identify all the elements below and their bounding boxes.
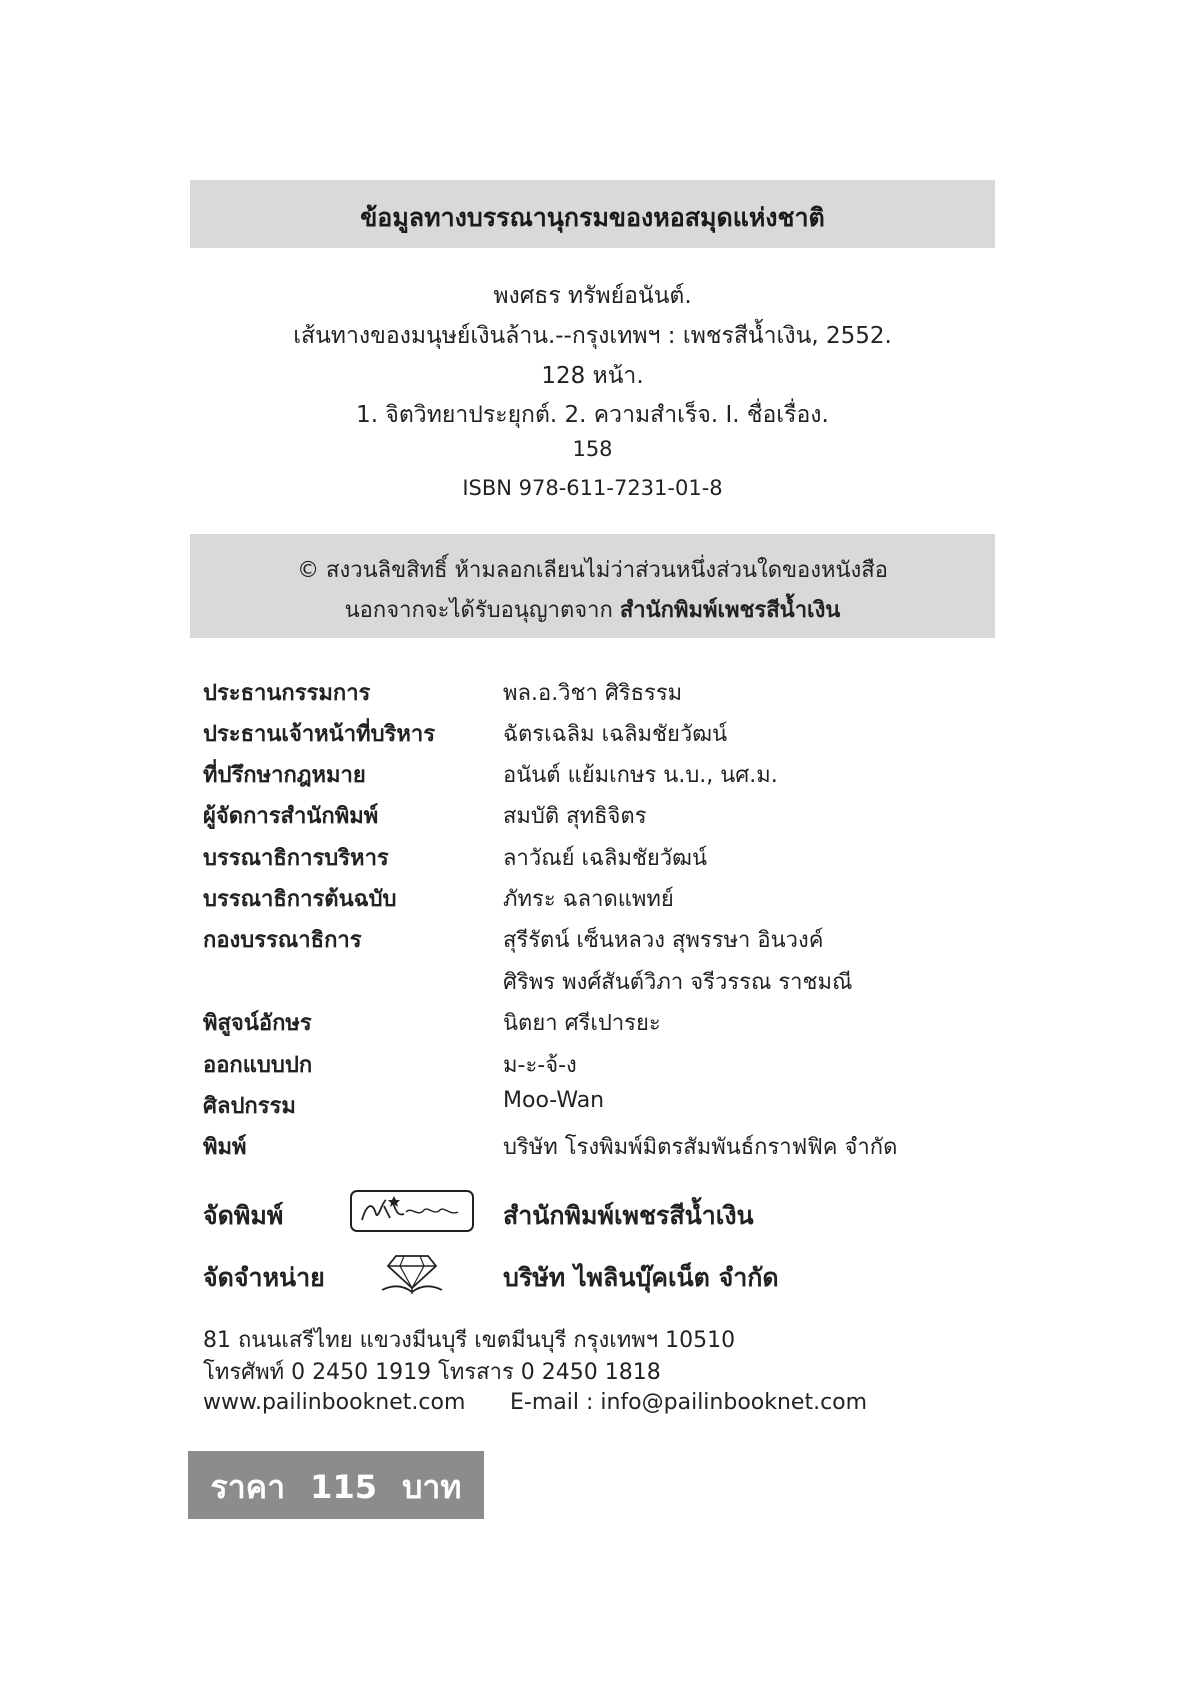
- staff-row: [203, 1047, 1003, 1087]
- staff-role: พิสูจน์อักษร: [203, 1011, 312, 1036]
- staff-name: ลาวัณย์ เฉลิมชัยวัฒน์: [503, 846, 708, 871]
- staff-name: สุรีรัตน์ เซ็นหลวง สุพรรษา อินวงค์: [503, 928, 824, 953]
- staff-row: [203, 964, 1003, 1004]
- staff-row: [203, 675, 1003, 715]
- publisher-signature-logo-icon: [348, 1188, 476, 1234]
- staff-row: [203, 1129, 1003, 1169]
- distributor-label: จัดจำหน่าย: [203, 1263, 325, 1292]
- copyright-line-2: [190, 592, 995, 627]
- publisher-name: สำนักพิมพ์เพชรสีน้ำเงิน: [503, 1201, 754, 1230]
- staff-name: พล.อ.วิชา ศิริธรรม: [503, 681, 683, 706]
- staff-name: นิตยา ศรีเปารยะ: [503, 1011, 661, 1036]
- copyright-band: [190, 534, 995, 638]
- distributor-row: [203, 1250, 1003, 1300]
- cip-header-band: [190, 180, 995, 248]
- staff-row: [203, 716, 1003, 756]
- staff-name: ฉัตรเฉลิม เฉลิมชัยวัฒน์: [503, 722, 728, 747]
- staff-name: สมบัติ สุทธิจิตร: [503, 804, 647, 829]
- price-box: [188, 1451, 484, 1519]
- cip-heading: ข้อมูลทางบรรณานุกรมของหอสมุดแห่งชาติ: [360, 203, 825, 232]
- staff-row: [203, 1088, 1003, 1128]
- staff-name: บริษัท โรงพิมพ์มิตรสัมพันธ์กราฟฟิค จำกัด: [503, 1135, 898, 1160]
- publisher-label: จัดพิมพ์: [203, 1201, 284, 1230]
- staff-name: ศิริพร พงศ์สันต์วิภา จรีวรรณ ราชมณี: [503, 970, 853, 995]
- website-link[interactable]: www.pailinbooknet.com: [203, 1390, 466, 1415]
- cip-author: พงศธร ทรัพย์อนันต์.: [493, 283, 692, 309]
- staff-row: [203, 1005, 1003, 1045]
- staff-row: [203, 757, 1003, 797]
- cip-classification: 158: [572, 437, 613, 461]
- copyright-line-1: © สงวนลิขสิทธิ์ ห้ามลอกเลียนไม่ว่าส่วนหนึ่งส่วนใดของหนังสือ: [297, 558, 888, 583]
- staff-role: ที่ปรึกษากฎหมาย: [203, 763, 366, 788]
- copyright-publisher-name: สำนักพิมพ์เพชรสีน้ำเงิน: [619, 598, 841, 623]
- staff-role: ผู้จัดการสำนักพิมพ์: [203, 804, 379, 829]
- staff-row: [203, 922, 1003, 962]
- publisher-row: [203, 1188, 1003, 1238]
- distributor-name: บริษัท ไพลินบุ๊คเน็ต จำกัด: [503, 1263, 779, 1292]
- diamond-book-logo-icon: [348, 1250, 476, 1296]
- staff-role: กองบรรณาธิการ: [203, 928, 362, 953]
- price-text: ราคา 115 บาท: [210, 1468, 462, 1506]
- copyright-permission-text: นอกจากจะได้รับอนุญาตจาก: [344, 598, 613, 623]
- staff-role: พิมพ์: [203, 1135, 247, 1160]
- staff-role: ประธานกรรมการ: [203, 681, 371, 706]
- staff-role: ประธานเจ้าหน้าที่บริหาร: [203, 722, 436, 747]
- cip-subjects: 1. จิตวิทยาประยุกต์. 2. ความสำเร็จ. I. ชื่อเรื่อง.: [356, 402, 829, 428]
- cip-title-imprint: เส้นทางของมนุษย์เงินล้าน.--กรุงเทพฯ : เพชรสีน้ำเงิน, 2552.: [293, 323, 892, 349]
- staff-role: ศิลปกรรม: [203, 1094, 296, 1119]
- email-link[interactable]: E-mail : info@pailinbooknet.com: [510, 1390, 868, 1415]
- staff-row: [203, 881, 1003, 921]
- phone-fax-line: โทรศัพท์ 0 2450 1919 โทรสาร 0 2450 1818: [203, 1360, 661, 1385]
- staff-name: ภัทระ ฉลาดแพทย์: [503, 887, 674, 912]
- staff-row: [203, 840, 1003, 880]
- staff-role: บรรณาธิการบริหาร: [203, 846, 389, 871]
- staff-row: [203, 798, 1003, 838]
- cip-isbn: ISBN 978-611-7231-01-8: [462, 476, 723, 500]
- address-line: 81 ถนนเสรีไทย แขวงมีนบุรี เขตมีนบุรี กรุงเทพฯ 10510: [203, 1328, 736, 1353]
- staff-name: อนันต์ แย้มเกษร น.บ., นศ.ม.: [503, 763, 778, 788]
- staff-role: ออกแบบปก: [203, 1053, 313, 1078]
- cip-pages: 128 หน้า.: [541, 363, 644, 389]
- staff-name: ม-ะ-จ้-ง: [503, 1053, 577, 1078]
- staff-role: บรรณาธิการต้นฉบับ: [203, 887, 397, 912]
- staff-name: Moo-Wan: [503, 1088, 605, 1113]
